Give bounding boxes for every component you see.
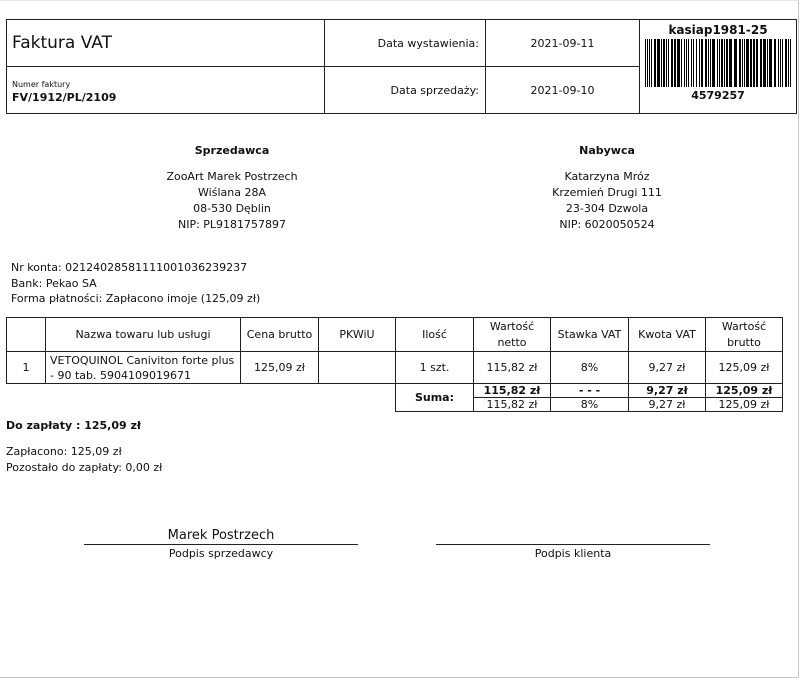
sum-spacer xyxy=(7,384,396,398)
rate-net: 115,82 zł xyxy=(474,398,551,412)
seller-signature-line xyxy=(84,544,358,545)
seller-signature-label: Podpis sprzedawcy xyxy=(168,547,274,560)
payment-summary xyxy=(6,418,162,476)
bank-account: Nr konta: 02124028581111001036239237 xyxy=(11,261,248,274)
buyer-city: 23-304 Dzwola xyxy=(565,202,649,215)
row-vat-rate: 8% xyxy=(551,352,629,384)
row-product-name: VETOQUINOL Caniviton forte plus - 90 tab. 5904109019671 xyxy=(46,352,241,384)
row-gross: 125,09 zł xyxy=(706,352,783,384)
payment-info xyxy=(11,260,260,307)
sum-net: 115,82 zł xyxy=(474,384,551,398)
seller-heading: Sprzedawca xyxy=(194,144,270,157)
rate-vat-rate: 8% xyxy=(551,398,629,412)
amount-paid: Zapłacono: 125,09 zł xyxy=(6,445,122,458)
client-signature-line xyxy=(436,544,710,545)
amount-due: Do zapłaty : 125,09 zł xyxy=(6,419,141,432)
col-vat-amount: Kwota VAT xyxy=(629,318,706,352)
issue-date-label: Data wystawienia: xyxy=(325,20,486,67)
barcode-image xyxy=(645,39,791,87)
barcode-block xyxy=(640,20,797,114)
client-signature-label: Podpis klienta xyxy=(534,547,612,560)
invoice-title: Faktura VAT xyxy=(7,20,325,67)
col-pkwiu: PKWiU xyxy=(319,318,396,352)
seller-street: Wiślana 28A xyxy=(198,186,266,199)
row-lp: 1 xyxy=(7,352,46,384)
items-table xyxy=(6,317,783,412)
sum-label: Suma: xyxy=(396,384,474,412)
amount-remaining: Pozostało do zapłaty: 0,00 zł xyxy=(6,461,163,474)
seller-nip: NIP: PL9181757897 xyxy=(177,218,287,231)
seller-name: ZooArt Marek Postrzech xyxy=(166,170,298,183)
seller-block xyxy=(82,143,382,233)
table-row xyxy=(7,352,783,384)
invoice-number: FV/1912/PL/2109 xyxy=(12,91,117,104)
col-name: Nazwa towaru lub usługi xyxy=(46,318,241,352)
bank-name: Bank: Pekao SA xyxy=(11,276,97,290)
seller-city: 08-530 Dęblin xyxy=(193,202,271,215)
buyer-nip: NIP: 6020050524 xyxy=(559,218,655,231)
invoice-number-cell xyxy=(7,67,325,114)
barcode-number: 4579257 xyxy=(691,89,745,102)
payment-method: Forma płatności: Zapłacono imoje (125,09 zł) xyxy=(11,292,261,305)
row-vat-amount: 9,27 zł xyxy=(629,352,706,384)
items-header-row xyxy=(7,318,783,352)
col-qty: Ilość xyxy=(396,318,474,352)
buyer-name: Katarzyna Mróz xyxy=(564,170,650,183)
invoice-header xyxy=(6,19,797,114)
sum-rate-row xyxy=(7,398,783,412)
invoice-number-label: Numer faktury xyxy=(12,80,71,89)
rate-vat-amount: 9,27 zł xyxy=(629,398,706,412)
buyer-block xyxy=(457,143,757,233)
col-gross: Wartość brutto xyxy=(706,318,783,352)
row-price-gross: 125,09 zł xyxy=(241,352,319,384)
sum-total-row xyxy=(7,384,783,398)
col-vat-rate: Stawka VAT xyxy=(551,318,629,352)
col-lp xyxy=(7,318,46,352)
sale-date-value: 2021-09-10 xyxy=(486,67,640,114)
row-qty: 1 szt. xyxy=(396,352,474,384)
col-net: Wartość netto xyxy=(474,318,551,352)
seller-signature-name: Marek Postrzech xyxy=(167,528,275,543)
issue-date-value: 2021-09-11 xyxy=(486,20,640,67)
row-net: 115,82 zł xyxy=(474,352,551,384)
sum-spacer-2 xyxy=(7,398,396,412)
buyer-heading: Nabywca xyxy=(579,144,635,157)
col-price-gross: Cena brutto xyxy=(241,318,319,352)
row-pkwiu xyxy=(319,352,396,384)
sale-date-label: Data sprzedaży: xyxy=(325,67,486,114)
rate-gross: 125,09 zł xyxy=(706,398,783,412)
sum-vat-rate: - - - xyxy=(551,384,629,398)
sum-vat-amount: 9,27 zł xyxy=(629,384,706,398)
buyer-street: Krzemień Drugi 111 xyxy=(552,186,662,199)
barcode-top-label: kasiap1981-25 xyxy=(668,23,768,37)
sum-gross: 125,09 zł xyxy=(706,384,783,398)
